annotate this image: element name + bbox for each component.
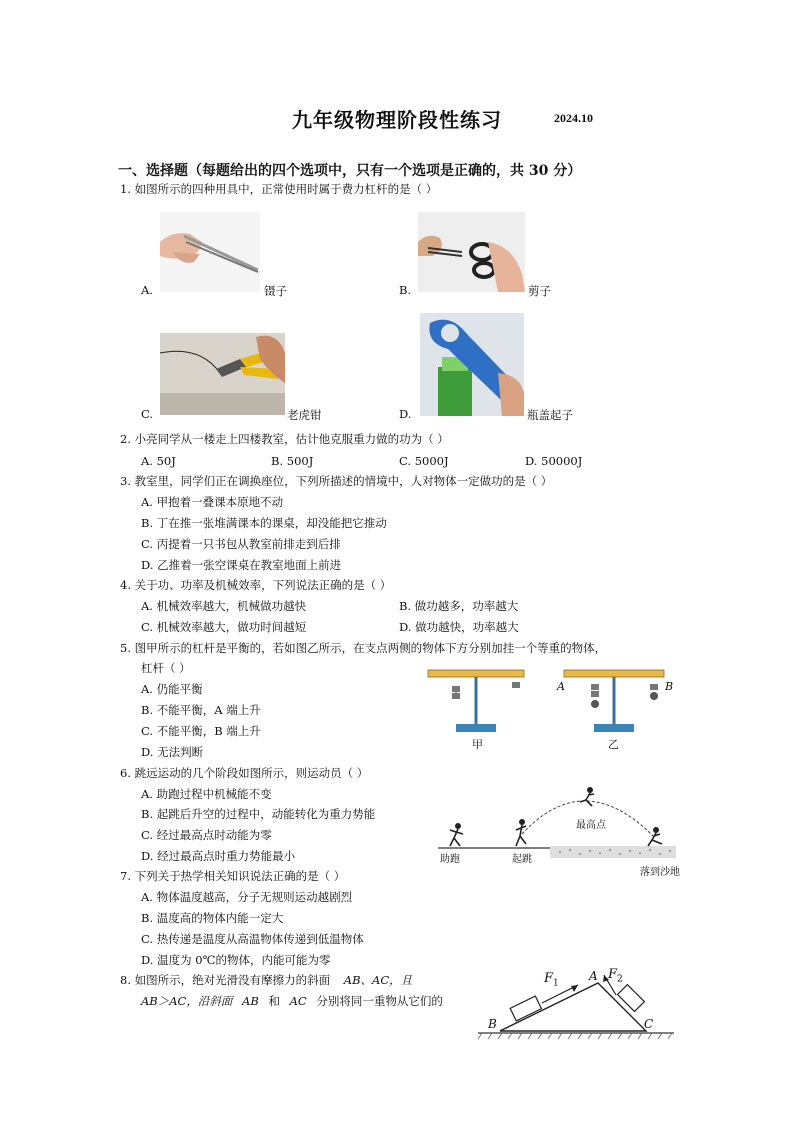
bottle-opener-photo	[420, 313, 524, 416]
question-8-line2	[141, 993, 443, 1009]
q1-option-c-letter: C.	[141, 407, 154, 421]
incline-diagram	[478, 965, 674, 1043]
question-5-stem-line2: 杠杆（ ）	[141, 661, 191, 675]
question-3-stem: 3. 教室里，同学们正在调换座位，下列所描述的情境中，人对物体一定做功的是（ ）	[120, 474, 553, 488]
question-5-stem: 5. 图甲所示的杠杆是平衡的，若如图乙所示，在支点两侧的物体下方分别加挂一个等重的物体，	[120, 641, 607, 655]
q4-option-a: A. 机械效率越大，机械做功越快	[141, 599, 307, 613]
jump-label-takeoff: 起跳	[512, 854, 532, 865]
q1-option-a-letter: A.	[141, 283, 153, 297]
force-f2-label	[608, 967, 623, 985]
q6-option-d: D. 经过最高点时重力势能最小	[141, 849, 296, 863]
force-f1: F	[544, 971, 554, 986]
q1-option-a-caption: 镊子	[264, 284, 287, 298]
force-f1-label	[544, 971, 559, 989]
question-4-stem: 4. 关于功、功率及机械效率，下列说法正确的是（ ）	[120, 578, 392, 592]
force-f2-sub: 2	[617, 974, 623, 985]
q1-option-c-caption: 老虎钳	[287, 408, 322, 422]
q8-line2-ac: AC	[289, 994, 307, 1008]
q3-option-a: A. 甲抱着一叠课本原地不动	[141, 495, 284, 509]
q3-option-d: D. 乙推着一张空课桌在教室地面上前进	[141, 558, 342, 572]
q4-option-d: D. 做功越快，功率越大	[399, 620, 519, 634]
question-1-stem: 1. 如图所示的四种用具中，正常使用时属于费力杠杆的是（ ）	[120, 182, 438, 196]
long-jump-diagram	[430, 786, 685, 878]
jump-label-run: 助跑	[440, 854, 460, 865]
question-6-stem: 6. 跳远运动的几个阶段如图所示，则运动员（ ）	[120, 766, 369, 780]
q8-line1-text: 8. 如图所示，绝对光滑没有摩擦力的斜面	[120, 973, 331, 987]
q6-option-a: A. 助跑过程中机械能不变	[141, 787, 272, 801]
question-8-line1	[120, 972, 412, 988]
q5-option-a: A. 仍能平衡	[141, 682, 203, 696]
q7-option-b: B. 温度高的物体内能一定大	[141, 911, 284, 925]
pliers-photo	[160, 333, 285, 415]
q8-line2-rest: 分别将同一重物从它们的	[316, 994, 443, 1008]
q1-option-b-caption: 剪子	[528, 284, 551, 298]
q6-option-b: B. 起跳后升空的过程中，动能转化为重力势能	[141, 807, 376, 821]
q1-option-b-letter: B.	[399, 283, 412, 297]
q5-option-d: D. 无法判断	[141, 745, 204, 759]
lever-end-a: A	[557, 680, 565, 693]
q8-line2-compare: AB＞AC，沿斜面	[141, 994, 233, 1008]
q7-option-c: C. 热传递是温度从高温物体传递到低温物体	[141, 932, 364, 946]
jump-label-top: 最高点	[576, 820, 606, 831]
q7-option-d: D. 温度为 0℃的物体，内能可能为零	[141, 953, 331, 967]
q8-line1-segments: AB、AC，且	[343, 973, 413, 987]
question-2-stem: 2. 小亮同学从一楼走上四楼教室，估计他克服重力做的功为（ ）	[120, 432, 449, 446]
q6-option-c: C. 经过最高点时动能为零	[141, 828, 272, 842]
q3-option-c: C. 丙提着一只书包从教室前排走到后排	[141, 537, 341, 551]
scissors-photo	[418, 212, 525, 292]
jump-label-land: 落到沙地	[640, 867, 680, 878]
question-7-stem: 7. 下列关于热学相关知识说法正确的是（ ）	[120, 869, 346, 883]
q2-option-b: B. 500J	[271, 454, 314, 468]
q1-option-d-caption: 瓶盖起子	[527, 408, 573, 422]
force-f2: F	[608, 967, 618, 982]
lever-diagram	[420, 662, 690, 752]
q3-option-b: B. 丁在推一张堆满课本的课桌，却没能把它推动	[141, 516, 387, 530]
lever-label-yi: 乙	[608, 738, 619, 751]
q2-option-c: C. 5000J	[399, 454, 449, 468]
q4-option-c: C. 机械效率越大，做功时间越短	[141, 620, 307, 634]
section-heading: 一、选择题（每题给出的四个选项中，只有一个选项是正确的，共 30 分）	[118, 163, 582, 179]
q8-line2-and: 和	[268, 994, 280, 1008]
q1-option-d-letter: D.	[399, 407, 412, 421]
q7-option-a: A. 物体温度越高，分子无规则运动越剧烈	[141, 890, 353, 904]
q4-option-b: B. 做功越多，功率越大	[399, 599, 519, 613]
lever-end-b: B	[665, 680, 674, 693]
point-b-label: B	[488, 1017, 497, 1031]
force-f1-sub: 1	[553, 978, 559, 989]
q2-option-d: D. 50000J	[525, 454, 583, 468]
page-title: 九年级物理阶段性练习	[292, 108, 502, 132]
lever-label-jia: 甲	[472, 738, 483, 751]
tweezers-photo	[160, 212, 260, 292]
q8-line2-ab: AB	[242, 994, 259, 1008]
exam-date: 2024.10	[554, 111, 593, 125]
q5-option-c: C. 不能平衡，B 端上升	[141, 724, 261, 738]
q5-option-b: B. 不能平衡，A 端上升	[141, 703, 261, 717]
q2-option-a: A. 50J	[141, 454, 176, 468]
point-c-label: C	[644, 1017, 654, 1031]
point-a-label: A	[589, 969, 598, 983]
